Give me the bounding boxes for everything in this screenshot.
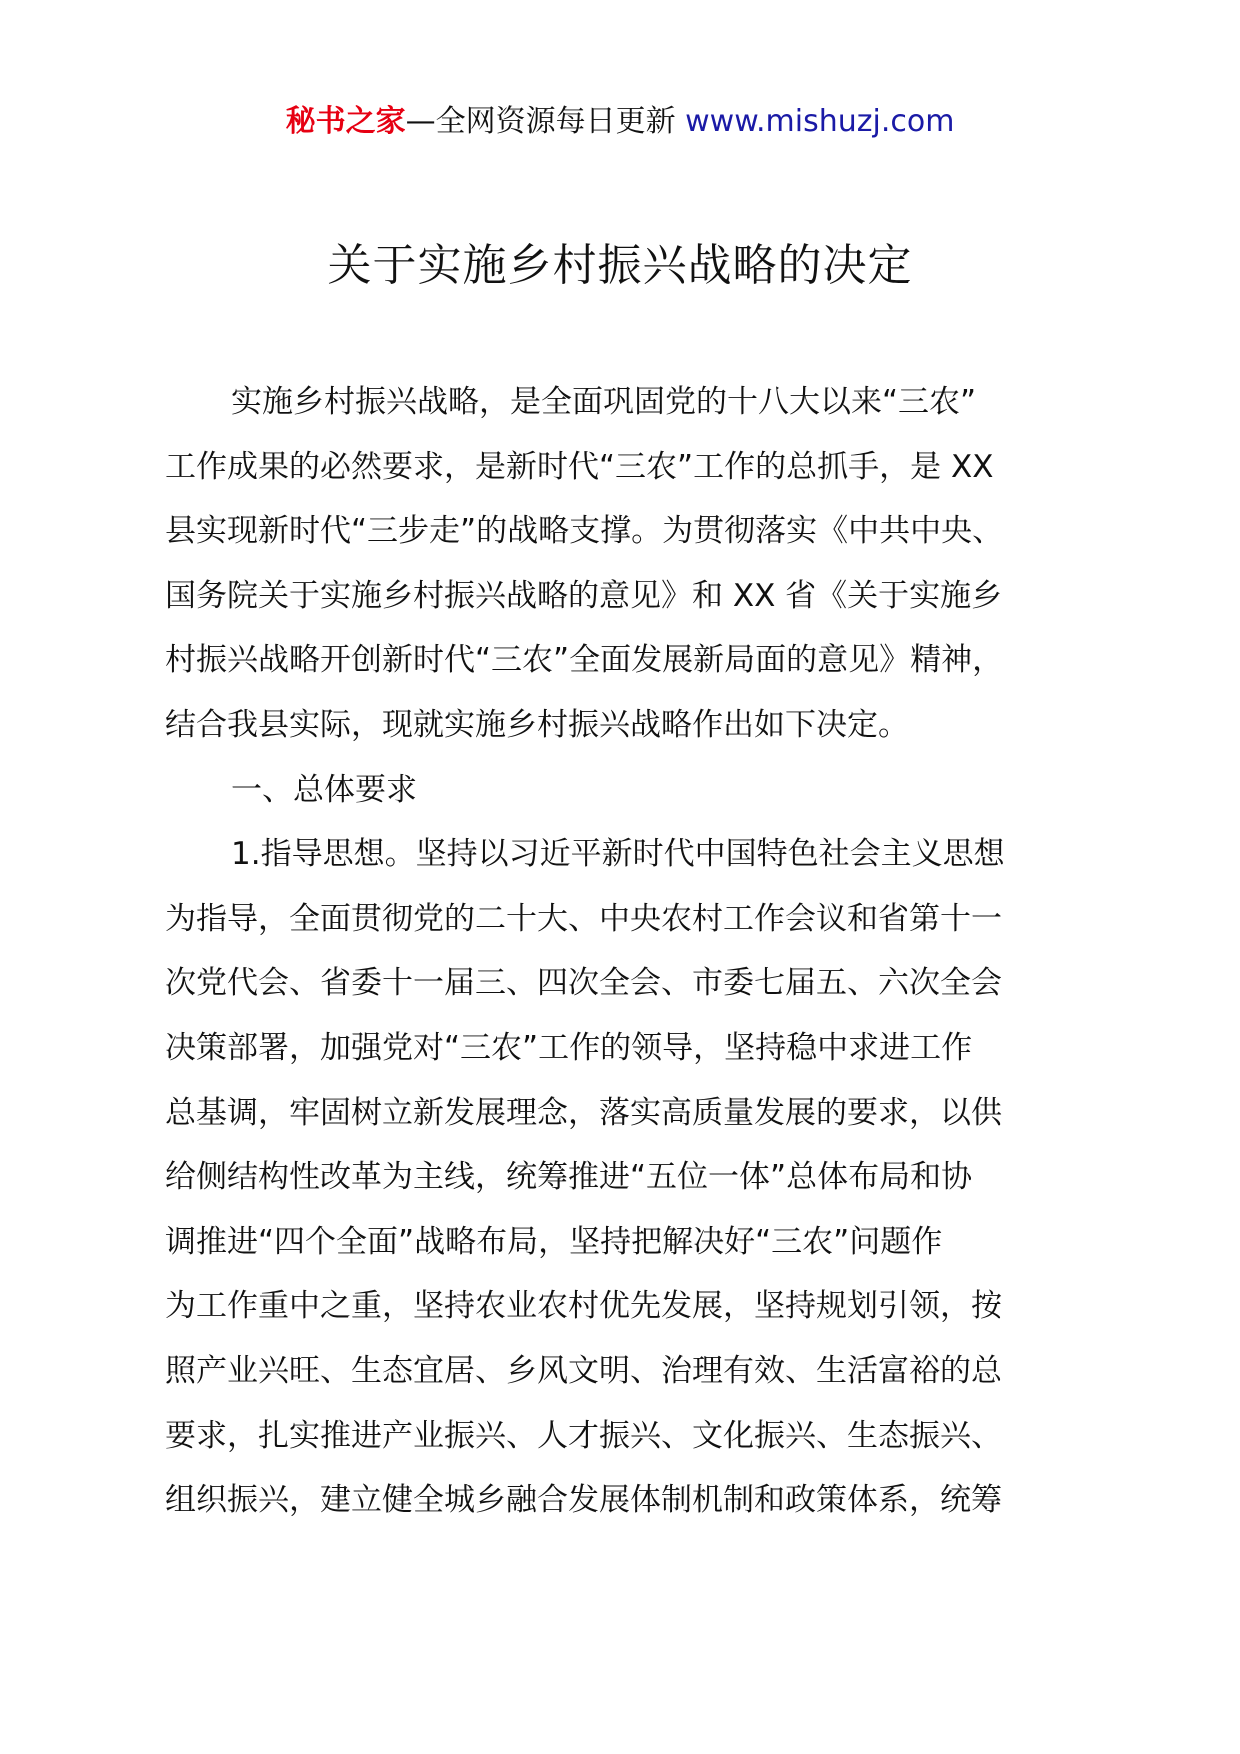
site-url-link[interactable]: www.mishuzj.com xyxy=(685,104,955,139)
paragraph-line: 工作成果的必然要求，是新时代“三农”工作的总抓手，是 XX xyxy=(165,448,994,485)
paragraph-line: 照产业兴旺、生态宜居、乡风文明、治理有效、生活富裕的总 xyxy=(165,1352,1002,1389)
brand-name: 秘书之家 xyxy=(285,104,406,139)
paragraph-line: 决策部署，加强党对“三农”工作的领导，坚持稳中求进工作 xyxy=(165,1029,973,1066)
paragraph-line: 次党代会、省委十一届三、四次全会、市委七届五、六次全会 xyxy=(165,965,1002,1002)
paragraph-line: 村振兴战略开创新时代“三农”全面发展新局面的意见》精神， xyxy=(165,642,1004,679)
paragraph-line: 组织振兴，建立健全城乡融合发展体制机制和政策体系，统筹 xyxy=(165,1482,1002,1519)
paragraph-line: 国务院关于实施乡村振兴战略的意见》和 XX 省《关于实施乡 xyxy=(165,577,1003,614)
site-header xyxy=(0,100,1240,144)
paragraph-line: 总基调，牢固树立新发展理念，落实高质量发展的要求，以供 xyxy=(165,1094,1002,1131)
paragraph-line: 调推进“四个全面”战略布局，坚持把解决好“三农”问题作 xyxy=(165,1223,943,1260)
paragraph-line: 给侧结构性改革为主线，统筹推进“五位一体”总体布局和协 xyxy=(165,1159,973,1196)
paragraph-line: 要求，扎实推进产业振兴、人才振兴、文化振兴、生态振兴、 xyxy=(165,1417,1002,1454)
document-body xyxy=(165,370,1105,1533)
paragraph-line: 为指导，全面贯彻党的二十大、中央农村工作会议和省第十一 xyxy=(165,900,1002,937)
paragraph-line: 实施乡村振兴战略，是全面巩固党的十八大以来“三农” xyxy=(231,384,977,420)
section-heading: 一、总体要求 xyxy=(231,771,417,808)
header-tagline: —全网资源每日更新 xyxy=(405,104,676,139)
paragraph-line: 县实现新时代“三步走”的战略支撑。为贯彻落实《中共中央、 xyxy=(165,513,1004,550)
paragraph-line: 为工作重中之重，坚持农业农村优先发展，坚持规划引领，按 xyxy=(165,1288,1002,1325)
document-title: 关于实施乡村振兴战略的决定 xyxy=(327,240,913,291)
paragraph-line: 结合我县实际，现就实施乡村振兴战略作出如下决定。 xyxy=(165,706,909,743)
paragraph-line: 1.指导思想。坚持以习近平新时代中国特色社会主义思想 xyxy=(231,836,1005,873)
